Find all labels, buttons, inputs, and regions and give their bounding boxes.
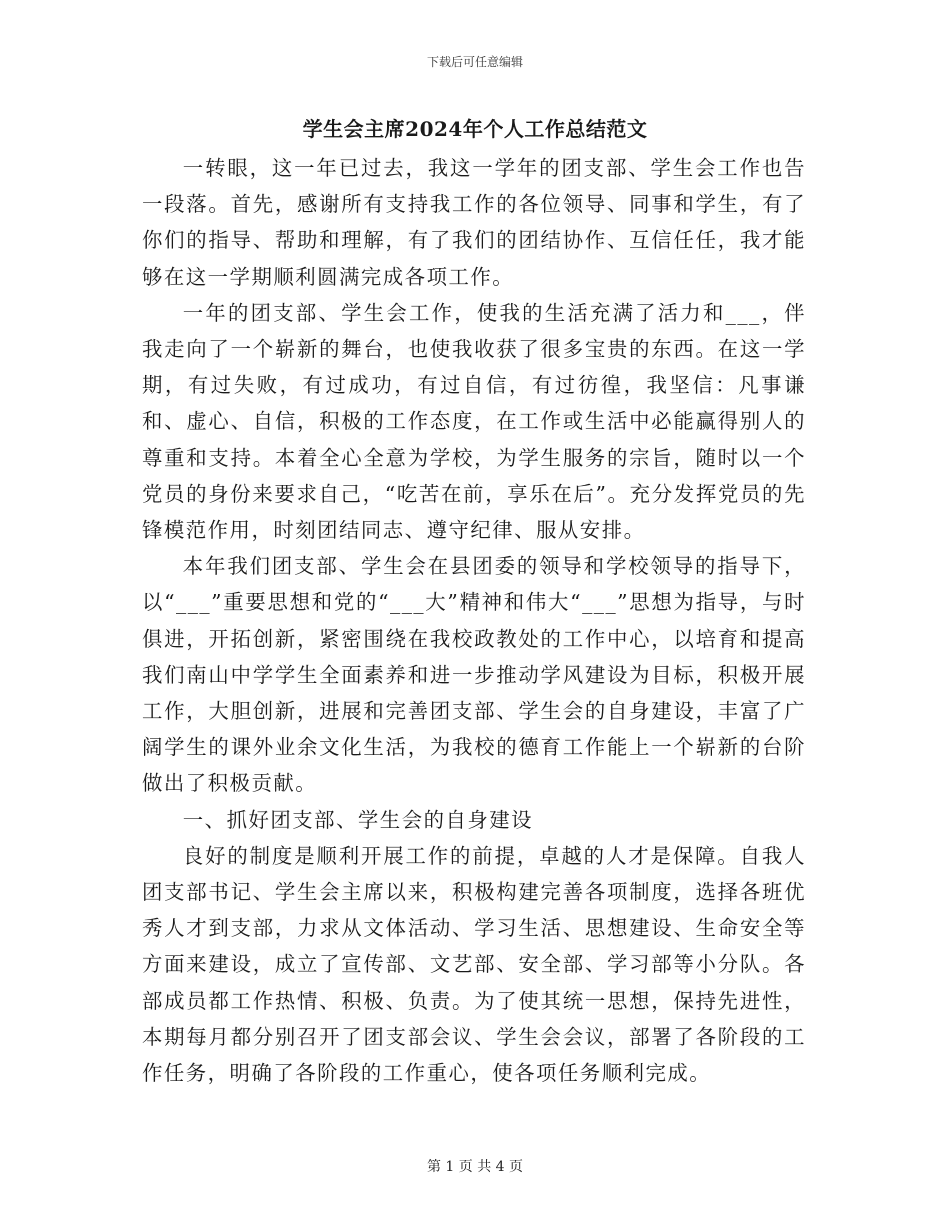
page-footer-number: 第 1 页 共 4 页 <box>426 1159 524 1175</box>
paragraph-system-building: 良好的制度是顺利开展工作的前提，卓越的人才是保障。自我人团支部书记、学生会主席以来，积极构建完善各项制度，选择各班优秀人才到支部，力求从文体活动、学习生活、思想建设、生命安全等方面来建设，成立了宣传部、文艺部、安全部、学习部等小分队。各部成员都工作热情、积极、负责。为了使其统一思想，保持先进性，本期每月都分别召开了团支部会议、学生会会议，部署了各阶段的工作任务，明确了各阶段的工作重心，使各项任务顺利完成。 <box>142 843 806 1086</box>
document-title: 学生会主席2024年个人工作总结范文 <box>302 117 648 141</box>
paragraph-annual-work: 本年我们团支部、学生会在县团委的领导和学校领导的指导下，以“___”重要思想和党的“___大”精神和伟大“___”思想为指导，与时俱进，开拓创新，紧密围绕在我校政教处的工作中心，以培育和提高我们南山中学学生全面素养和进一步推动学风建设为目标，积极开展工作，大胆创新，进展和完善团支部、学生会的自身建设，丰富了广阔学生的课外业余文化生活，为我校的德育工作能上一个崭新的台阶做出了积极贡献。 <box>142 554 806 796</box>
paragraph-intro: 一转眼，这一年已过去，我这一学年的团支部、学生会工作也告一段落。首先，感谢所有支持我工作的各位领导、同事和学生，有了你们的指导、帮助和理解，有了我们的团结协作、互信任任，我才能够在这一学期顺利圆满完成各项工作。 <box>142 156 806 289</box>
document-body <box>142 150 806 1091</box>
page-header-note: 下载后可任意编辑 <box>426 55 523 69</box>
section-heading-self-building: 一、抓好团支部、学生会的自身建设 <box>182 807 534 832</box>
paragraph-reflection: 一年的团支部、学生会工作，使我的生活充满了活力和___，伴我走向了一个崭新的舞台，也使我收获了很多宝贵的东西。在这一学期，有过失败，有过成功，有过自信，有过彷徨，我坚信：凡事谦和、虚心、自信，积极的工作态度，在工作或生活中必能赢得别人的尊重和支持。本着全心全意为学校，为学生服务的宗旨，随时以一个党员的身份来要求自己，“吃苦在前，享乐在后”。充分发挥党员的先锋模范作用，时刻团结同志、遵守纪律、服从安排。 <box>142 300 806 543</box>
